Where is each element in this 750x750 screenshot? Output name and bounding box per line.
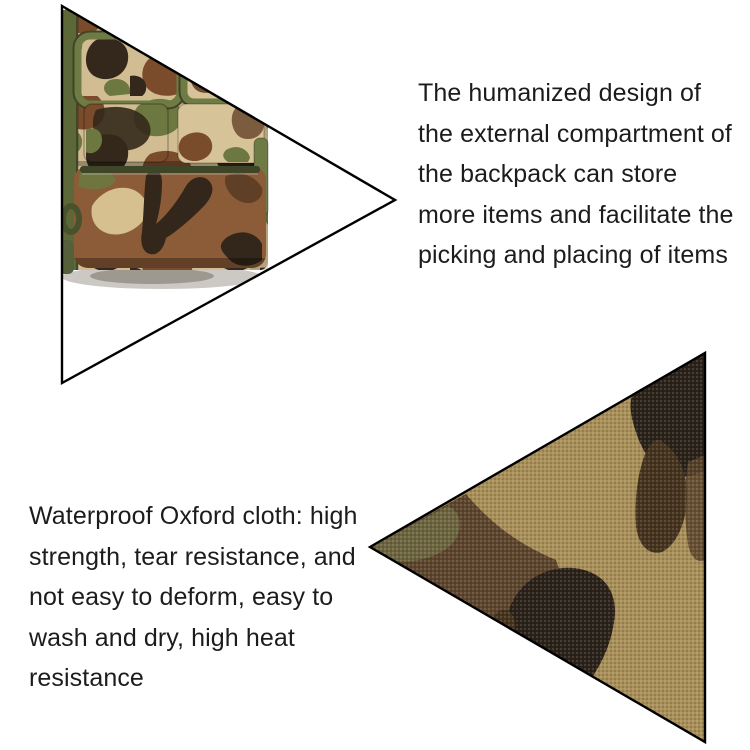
box-pouch-right [178, 104, 264, 163]
fabric-illustration [365, 348, 710, 748]
fabric-photo-triangle [365, 348, 710, 748]
caption-line: the backpack can store [418, 160, 678, 188]
caption-compartment [418, 73, 734, 276]
caption-fabric [29, 496, 358, 699]
backpack-illustration [58, 8, 268, 274]
caption-line: Waterproof Oxford cloth: high [29, 502, 358, 530]
caption-line: not easy to deform, easy to [29, 583, 334, 611]
caption-line: the external compartment of [418, 119, 732, 148]
caption-line: The humanized design of [418, 79, 702, 107]
caption-line: strength, tear resistance, and [29, 542, 356, 571]
caption-line: more items and facilitate the [418, 200, 734, 229]
bottom-pouch [74, 166, 266, 268]
backpack-photo-triangle [55, 0, 400, 390]
flap-pouch-right [184, 50, 266, 102]
caption-line: wash and dry, high heat [29, 623, 295, 652]
caption-line: picking and placing of items [418, 241, 728, 269]
box-pouch-left [84, 104, 168, 162]
strap-end [58, 240, 74, 274]
caption-line: resistance [29, 664, 144, 692]
weave-texture [365, 348, 710, 748]
